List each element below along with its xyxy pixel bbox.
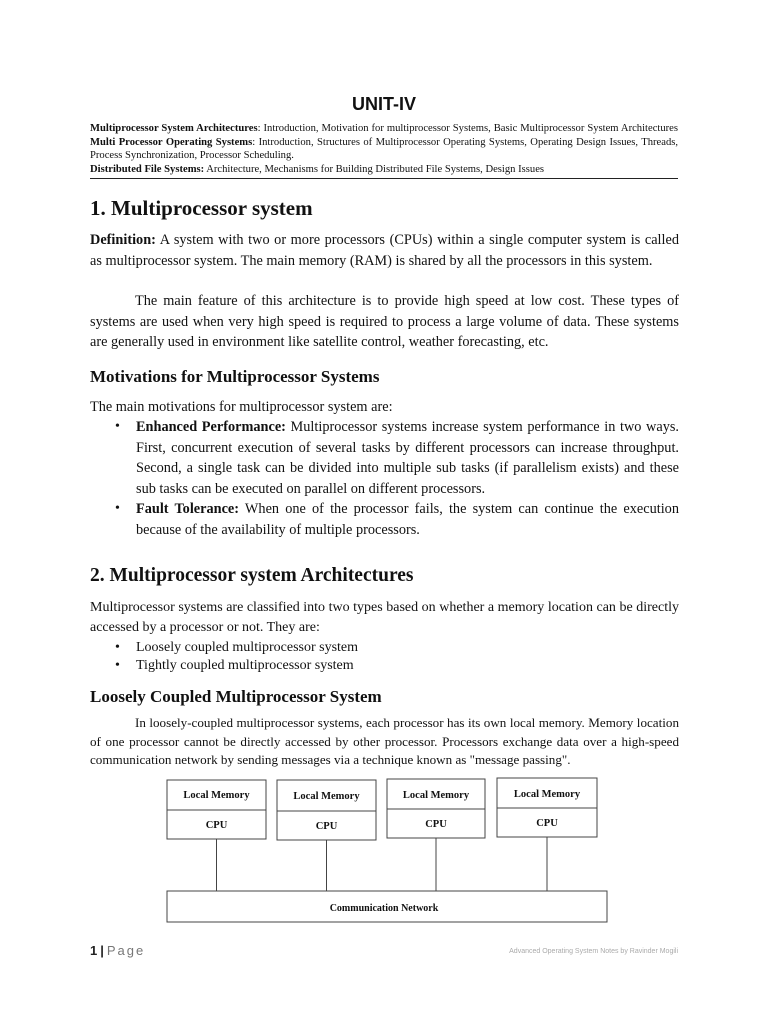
list-item-label: Fault Tolerance: [136,501,240,518]
loosely-coupled-paragraph: In loosely-coupled multiprocessor systems, each processor has its own local memory. Memory location of one processor cannot be directly accessed by other processor. Processors exchange data over a high-speed communication network by sending messages via a technique known as "message passing". [90,715,679,768]
motivations-heading: Motivations for Multiprocessor Systems [90,367,380,386]
processor-node [167,780,266,891]
syllabus-detail: : Introduction, Motivation for multiprocessor Systems, Basic Multiprocessor System Architectures [257,123,678,134]
section-heading-architectures: 2. Multiprocessor system Architectures [90,565,414,586]
local-memory-label: Local Memory [402,790,470,801]
local-memory-label: Local Memory [183,790,250,801]
processor-node [497,778,597,891]
processor-node [387,779,485,891]
local-memory-label: Local Memory [293,791,360,802]
page-number: 1 [90,943,98,958]
architectures-intro: Multiprocessor systems are classified into two types based on whether a memory location can be directly accessed by a processor or not. They are: [90,600,679,635]
page-word: Page [106,943,146,958]
bullet-icon: • [115,419,120,434]
cpu-label: CPU [536,818,558,829]
local-memory-label: Local Memory [513,789,581,800]
communication-network-label: Communication Network [329,903,439,914]
page-separator: | [100,943,104,958]
syllabus-topic: Multiprocessor System Architectures [90,123,258,134]
definition-label: Definition: [90,232,156,248]
section-heading-multiprocessor-system: 1. Multiprocessor system [90,196,313,220]
list-item-text: Loosely coupled multiprocessor system [136,640,359,655]
list-item-text: When one of the processor fails, the system can continue the execution because of the availability of multiple processors. [136,501,679,538]
list-item-label: Enhanced Performance: [136,419,286,435]
processor-node [277,780,376,891]
unit-title: UNIT-IV [351,94,416,114]
list-item-text: Tightly coupled multiprocessor system [136,658,354,673]
cpu-label: CPU [425,819,447,830]
bullet-icon: • [115,501,120,517]
syllabus-detail: Architecture, Mechanisms for Building Distributed File Systems, Design Issues [204,163,545,175]
definition-text: A system with two or more processors (CPUs) within a single computer system is called as multiprocessor system. The main memory (RAM) is shared by all the processors in this system. [90,232,679,269]
bullet-icon: • [115,658,120,673]
bullet-icon: • [115,640,120,655]
loosely-coupled-heading: Loosely Coupled Multiprocessor System [90,687,382,706]
motivations-intro: The main motivations for multiprocessor system are: [90,399,393,415]
cpu-label: CPU [315,821,338,832]
page-footer [90,943,145,958]
cpu-label: CPU [205,820,228,831]
syllabus-detail: : Introduction, Structures of Multiprocessor Operating Systems, Operating Design Issues, Threads, Process Synchronization, Processor Scheduling. [90,136,679,161]
footer-credit: Advanced Operating System Notes by Ravinder Mogili [509,948,678,955]
syllabus-topic: Distributed File Systems: [90,163,205,175]
list-item-text: Multiprocessor systems increase system performance in two ways. First, concurrent execution of several tasks by different processors can increase throughput. Second, a single task can be divided into multiple sub tasks (if parallelism exists) and these sub tasks can be executed on parallel on different processors. [136,419,679,497]
syllabus-topic: Multi Processor Operating Systems [90,136,253,148]
feature-paragraph: The main feature of this architecture is to provide high speed at low cost. These types of systems are used when very high speed is required to process a large volume of data. These systems are generally used in environment like satellite control, weather forecasting, etc. [90,293,679,351]
